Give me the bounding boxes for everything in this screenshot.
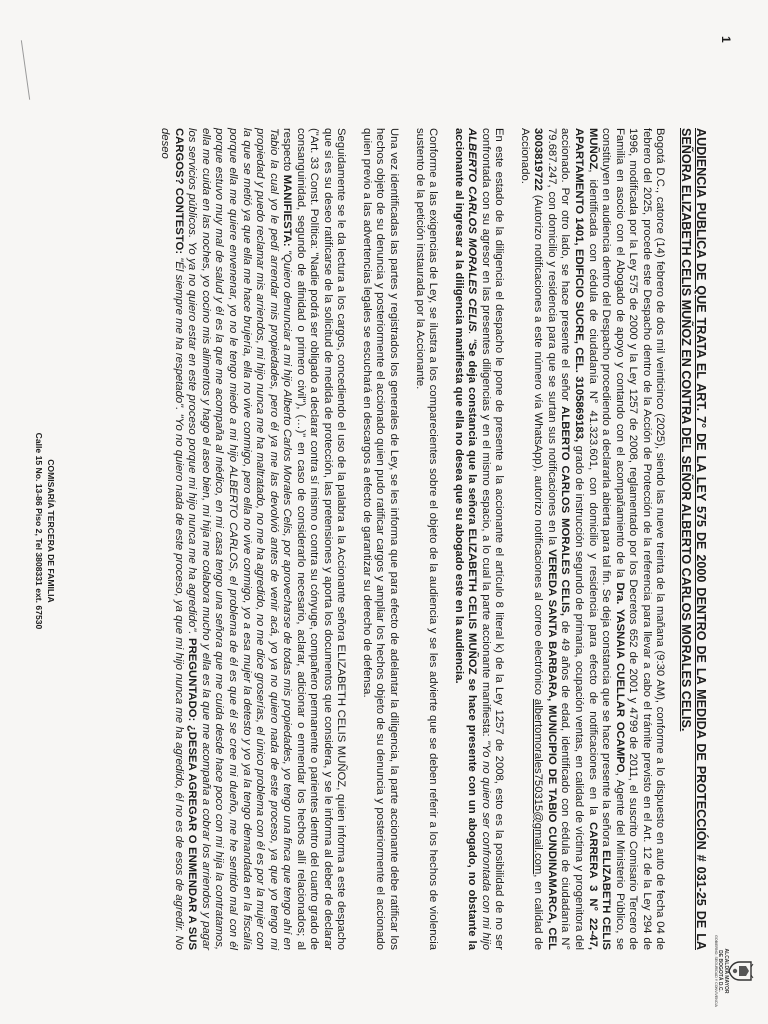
footer-address: Calle 15 No. 13-86 Piso 2, Tel 3808331 ext. 67530 bbox=[34, 432, 45, 630]
text-run: (Autorizo notificaciones a este número vía WhatsApp), autorizo notificaciones al correo electrónico bbox=[532, 190, 545, 696]
logo-line-1: ALCALDÍA MAYOR bbox=[723, 948, 729, 994]
quote-run: "Yo no quiero ser confrontada con mi hijo bbox=[479, 736, 492, 950]
manifest-label: MANIFIESTA: bbox=[281, 174, 294, 247]
claimant-statement: "Quiero denunciar a mi hijo Alberto Carlos Morales Celis, por aprovecharse de todas mis propiedades, yo tengo una finca que tengo ahí en Tabio la cual yo le pedí arrendar mis propiedades, pero él ya me las devolvió antes de venir acá, yo ya no quiero nada de este proceso, ya que yo tengo mi propiedad y puedo reclamar mis arriendos, mi hijo nunca me ha maltratado, no me ha agredido, no me dice groserías, el único problema con él es por la mujer con la que se metió ya que ella me hace brujería, ella no vive conmigo, pero ella no vive conmigo, yo a esa mujer la detesto y yo ya la tengo demandada en la fiscalía porque ella me quiere envenenar, yo no le tengo miedo a mi hijo ALBERTO CARLOS, el problema de él es que él se cree mi dueño, me he sentido mal con él porque estuvo muy mal de salud y él es la que me acompaña al médico, en mi casa tengo una señora que me cuida desde hace poco con mi hija la contratamos, ella me cuida en las noches, yo cocino mis alimentos y hago el aseo bien, mi hija me colabora mucho y ella es la que me acompaña a cobrar los arriendos y pagar los servicios públicos. Yo ya no quiero estar en este proceso porque mi hijo nunca me ha agredido". bbox=[186, 128, 294, 951]
text-run: , identificada con cédula de ciudadanía N° 41.323.601, con domicilio y residencia para efecto de notificaciones en la bbox=[586, 169, 599, 816]
ministry-agent-name: Dra. YASNAIA CUELLAR OCAMPO bbox=[613, 582, 626, 773]
scan-mark bbox=[21, 40, 30, 100]
claimant-address: CARRERA 3 N° 22-47, APARTAMENTO 1401, EDIFICIO SUCRE, CEL. 3105869183, bbox=[573, 128, 599, 951]
paragraph-opening bbox=[517, 128, 666, 950]
document-body bbox=[146, 128, 708, 950]
page-footer bbox=[33, 120, 56, 942]
paragraph-requirements: Conforme a las exigencias de Ley, se ilustra a los comparecientes sobre el objeto de la audiencia y se les advierte que se deben referir a los hechos de violencia sustento de la petición instaurada por la Accionante. bbox=[413, 128, 440, 950]
text-run: , Agente del Ministerio Público, se constituyen en audiencia dentro del Despacho procediendo a declararla abierta para tal fin. Se deja constancia que se hace presente la señora bbox=[600, 128, 626, 950]
text-run: grado de instrucción segundo de primaria, ocupación ventas, en calidad de víctima y progenitora del accionado. Por otro lado, se hace presente el señor bbox=[559, 128, 585, 950]
respondent-email: albertomorales750315@gmail.com bbox=[532, 698, 545, 875]
paragraph-charges bbox=[158, 128, 348, 950]
paragraph-identification: Una vez identificadas las partes y registrados los generales de Ley, se les informa que para efecto de adelantar la diligencia, la parte accionante debe ratificar los hechos objeto de su denuncia y posteriormente el accionado quien pudo ratificar cargos y ampliar los hechos objeto de su denuncia y posteriormente el accionado quien previo a las advertencias legales se escuchará en descargos a efecto de garantizar su derecho de defensa. bbox=[360, 128, 400, 950]
paragraph-confrontation bbox=[451, 128, 505, 950]
claimant-name: ELIZABETH CELIS MUÑOZ bbox=[586, 128, 613, 951]
respondent-name: ALBERTO CARLOS MORALES CELIS, bbox=[559, 406, 572, 616]
logo-line-3: GOBIERNO, SEGURIDAD Y CONVIVENCIA bbox=[714, 935, 718, 1007]
lawyer-note: Se deja constancia que la señora ELIZABETH CELIS MUÑOZ se hace presente con un abogado, no obstante la accionante al ingresar a la diligencia manifiesta que ella no desea que su abogado este en la audiencia. bbox=[452, 128, 479, 950]
quote-run: . " bbox=[466, 331, 479, 343]
document-heading: AUDIENCIA PUBLICA DE QUE TRATA EL ART. 7° DE LA LEY 575 DE 2000 DENTRO DE LA MEDIDA DE PROTECCIÓN # 031-25 DE LA SEÑORA ELIZABETH CELIS MUÑOZ EN CONTRA DEL SEÑOR ALBERTO CARLOS MORALES CELIS. bbox=[679, 128, 708, 950]
answer-label: CONTESTO: bbox=[172, 184, 185, 255]
letterhead-logo bbox=[712, 935, 754, 1007]
text-run: Seguidamente se le da lectura a los cargos, concediendo el uso de la palabra a la Accionante señora ELIZABETH CELIS MUÑOZ bbox=[335, 128, 348, 788]
footer-office: COMISARÍA TERCERA DE FAMILIA bbox=[46, 459, 56, 603]
logo-line-2: DE BOGOTÁ D.C. bbox=[717, 950, 724, 992]
respondent-name: ALBERTO CARLOS MORALES CELIS bbox=[466, 128, 479, 332]
claimant-answer-cont: "Yo no quiero nada de este proceso, ya que mi hijo nunca me ha agredido, él no es de esos de agredir. No deseo bbox=[159, 128, 185, 950]
page-number: 1 bbox=[719, 36, 733, 43]
respondent-address: VEREDA SANTA BARBARA, MUNICIPIO DE TABIO CUNDINAMARCA, CEL 3003819722 bbox=[532, 128, 558, 950]
bogota-coat-of-arms-icon bbox=[728, 960, 754, 982]
text-run: Bogotá D.C., catorce (14) febrero de dos mil veinticinco (2025), siendo las nueve treinta de la mañana (9:30 AM), conforme a lo dispuesto en auto de fecha 04 de febrero del 2025, procede este Despacho dentro de la Acción de Protección de la referencia para llevar a cabo el trámite previsto en el Art. 12 de la Ley 294 de 1996, modificada por la Ley 575 de 2000 y la Ley 1257 de 2008, reglamentado por los Decretos 652 de 2001 y 4799 de 2011, el suscrito Comisario Tercero de Familia en asocio con el Abogado de apoyo y contando con el acompañamiento de la bbox=[613, 128, 667, 950]
question-label: PREGUNTADO: ¿DESEA AGREGAR O ENMENDAR A SUS CARGOS? bbox=[172, 128, 199, 950]
text-run: En este estado de la diligencia el despacho le pone de presente a la accionante el artículo 8 literal k) de la Ley 1257 de 2008, esto es la posibilidad de no ser confrontada con su agresor en las presentes diligencias y en el mismo espacio, a lo cual la parte accionante manifiesta: bbox=[479, 128, 506, 950]
text-run: , quien informa a este despacho que si es su deseo ratificarse de la solicitud de medida de protección, las pretensiones y aporta los documentos que considera, y se le informa al deber de declarar ("Art. 33 Const. Política: "Nadie podrá ser obligado a declarar contra sí mismo o contra su cónyuge, compañero permanente o parientes dentro del cuarto grado de consanguinidad, segundo de afinidad o primero civil"), (…)" en caso de considerarlo necesario, aclarar, adicionar o enmendar los hechos allí relacionados; al respecto bbox=[281, 128, 348, 950]
text-run: de 49 años de edad, identificado con cédula de ciudadanía N° 79.687.247, con domicilio y residencia para que se surtan sus notificaciones en la bbox=[545, 128, 572, 950]
claimant-answer: "Él siempre me ha respetado". bbox=[172, 254, 185, 414]
text-run: , en calidad de Accionado. bbox=[518, 128, 545, 950]
